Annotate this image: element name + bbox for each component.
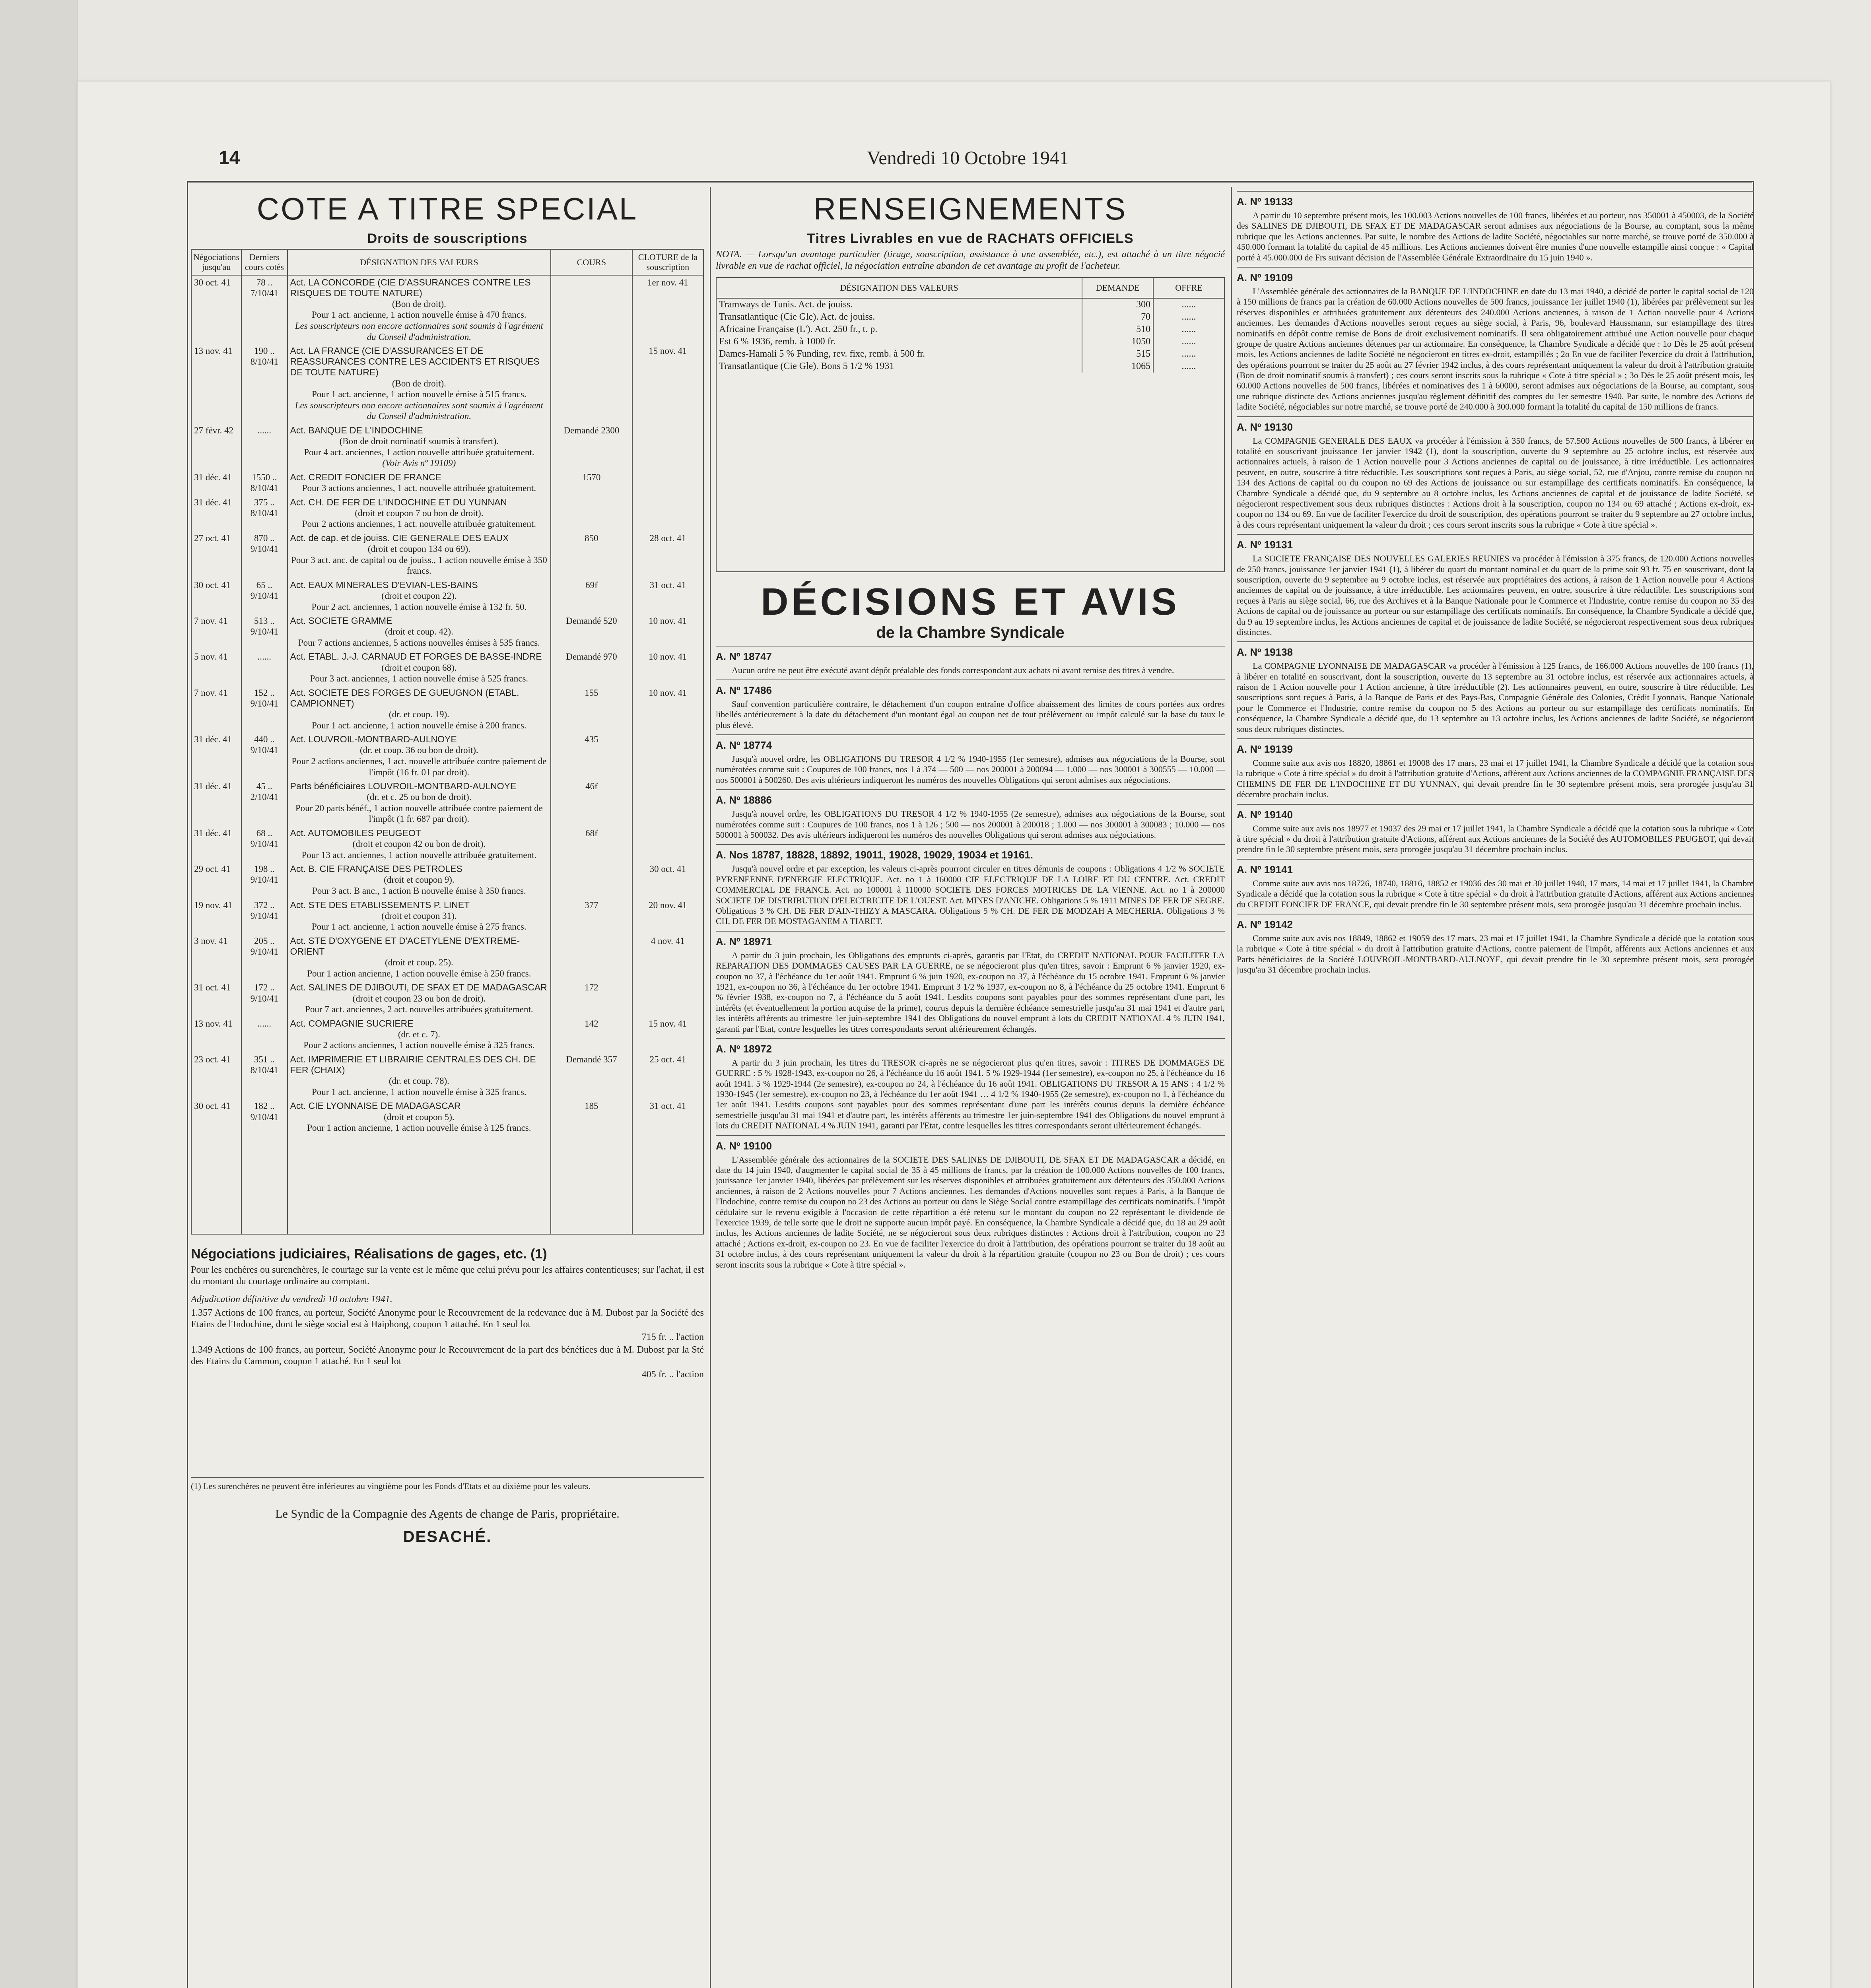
cote-row [191, 423, 703, 470]
cote-valeur-detail: (droit et coupon 42 ou bon de droit). Pour 13 act. anciennes, 1 action nouvelle attribuée gratuitement. [301, 839, 537, 860]
cote-designation [288, 898, 551, 934]
cote-last-price: 68 .. 9/10/41 [241, 826, 287, 862]
avis-block [1237, 804, 1754, 855]
cote-last-price: 182 .. 9/10/41 [241, 1099, 287, 1135]
cote-cloture: 1er nov. 41 [632, 275, 703, 344]
cote-cours [551, 344, 632, 423]
rachat-offre: ...... [1153, 336, 1224, 348]
rachat-offre: ...... [1153, 348, 1224, 360]
cote-cours: 850 [551, 531, 632, 578]
cote-valeur-name: Act. SOCIETE DES FORGES DE GUEUGNON (ETABL. CAMPIONNET) [290, 687, 519, 709]
decisions-subtitle: de la Chambre Syndicale [876, 623, 1065, 641]
cote-neg-date: 31 déc. 41 [191, 495, 241, 531]
avis-number: A. Nos 18787, 18828, 18892, 19011, 19028, 19029, 19034 et 19161. [716, 849, 1034, 861]
cote-last-price: 513 .. 9/10/41 [241, 614, 287, 650]
avis-number: A. Nº 18971 [716, 935, 772, 947]
avis-text: A partir du 3 juin prochain, les Obligations des emprunts ci-après, garantis par l'Etat, du CREDIT NATIONAL POUR FACILITER LA REPARATION DES DOMMAGES CAUSES PAR LA GUERRE, ne se négocieront plus qu'en titres, savoir : Emprunt 6 % janvier 1920, ex-coupon no 37, à l'échéance du 1er août 1941. Emprunt 6 % juin 1920, ex-coupon no 37, à l'échéance du 15 octobre 1941. Emprunt 6 % janvier 1921, ex-coupon no 36, à l'échéance du 1er octobre 1941. Emprunt 3 1/2 % 1937, ex-coupon no 8, à l'échéance du 25 octobre 1941. Emprunt 6 % février 1938, ex-coupon no 7, à l'échéance du 5 août 1941. Lesdits coupons sont payables pour des sommes représentant d'une part, les intérêts (et éventuellement la portion acquise de la prime), courus depuis la dernière échéance semestrielle jusqu'au 31 mai 1941 et d'autre part, les intérêts afférents au trimestre 1er juin-septembre 1941 des Obligations du nouvel emprunt à lots du CREDIT NATIONAL 4 % JUIN 1941, garanti par l'Etat, contre lesquelles les titres correspondants seront ultérieurement échangés. [716, 950, 1225, 1034]
cote-cloture [632, 470, 703, 495]
col-cloture: CLOTURE de la souscription [632, 249, 703, 275]
column-divider-1 [710, 187, 711, 1988]
avis-text: Comme suite aux avis nos 18726, 18740, 18816, 18852 et 19036 des 30 mai et 30 juillet 1940, 17 mars, 14 mai et 17 juillet 1941, la Chambre Syndicale a décidé que la cotation sous la rubrique « Cote à titre spécial » du droit à l'attribution gratuite d'Actions, afférent aux Actions anciennes du CREDIT FONCIER DE FRANCE, qui devait prendre fin le 30 septembre présent mois, sera prorogée jusqu'au 31 décembre prochain inclus. [1237, 878, 1754, 909]
cote-valeur-note: (Voir Avis nº 19109) [382, 458, 456, 468]
rachat-row [716, 336, 1224, 348]
adjudication-item-1: 1.357 Actions de 100 francs, au porteur, Société Anonyme pour le Recouvrement de la redevance due à M. Dubost par la Société des Etains de l'Indochine, dont le siège social est à Haiphong, coupon 1 attaché. En 1 seul lot [191, 1307, 704, 1330]
cote-cours: Demandé 2300 [551, 423, 632, 470]
cote-valeur-detail: (Bon de droit). Pour 1 act. ancienne, 1 action nouvelle émise à 515 francs. [312, 378, 527, 400]
col-ren-demande: DEMANDE [1082, 278, 1153, 298]
rachat-row [716, 348, 1224, 360]
cote-designation [288, 732, 551, 779]
cote-row [191, 1099, 703, 1135]
rachat-demande: 70 [1082, 311, 1153, 323]
cote-last-price: 375 .. 8/10/41 [241, 495, 287, 531]
cote-cloture: 10 nov. 41 [632, 650, 703, 685]
cote-neg-date: 23 oct. 41 [191, 1052, 241, 1099]
cote-valeur-detail: (droit et coupon 5). Pour 1 action ancienne, 1 action nouvelle émise à 125 francs. [307, 1112, 531, 1133]
cote-neg-date: 31 déc. 41 [191, 826, 241, 862]
cote-valeur-detail: (Bon de droit). Pour 1 act. ancienne, 1 action nouvelle émise à 470 francs. [312, 299, 527, 320]
avis-text: A partir du 3 juin prochain, les titres du TRESOR ci-après ne se négocieront plus qu'en titres, savoir : TITRES DE DOMMAGES DE GUERRE : 5 % 1928-1943, ex-coupon no 26, à l'échéance du 16 août 1941. 5 % 1929-1944 (1er semestre), ex-coupon no 25, à l'échéance du 16 août 1941. 5 % 1929-1944 (2e semestre), ex-coupon no 24, à l'échéance du 16 août 1941. OBLIGATIONS DU TRESOR A 15 ANS : 4 1/2 % 1930-1945 (1er semestre), ex-coupon no 23, à l'échéance du 1er août 1941 … 4 1/2 % 1940-1955 (2e semestre), ex-coupon no 1, à l'échéance du 1er août 1941. Lesdits coupons sont payables pour des sommes représentant d'une part les intérêts courus depuis la dernière échéance semestrielle jusqu'au 31 mai 1941 et d'autre part, les intérêts afférents au trimestre 1er juin-septembre 1941 des Obligations du nouvel emprunt à lots du CREDIT NATIONAL 4 % JUIN 1941, garanti par l'Etat, contre lesquelles les titres correspondants seront ultérieurement échangés. [716, 1057, 1225, 1131]
cote-valeur-detail: (droit et coup. 25). Pour 1 action ancienne, 1 action nouvelle émise à 250 francs. [307, 957, 531, 978]
rachat-row [716, 360, 1224, 373]
cote-designation [288, 495, 551, 531]
avis-number: A. Nº 19142 [1237, 918, 1293, 930]
cote-cloture [632, 732, 703, 779]
avis-list [1237, 191, 1754, 975]
avis-text: L'Assemblée générale des actionnaires de la BANQUE DE L'INDOCHINE en date du 13 mai 1940, a décidé de porter le capital social de 120 à 150 millions de francs par la création de 60.000 Actions nouvelles de 500 francs, jouissance 1er juillet 1940 (1), libérées par prélèvement sur les réserves disponibles et attribuées gratuitement aux détenteurs des 240.000 Actions anciennes, à raison de 1 Action nouvelle pour 4 Actions anciennes. Les demandes d'Actions nouvelles seront reçues au siège social, à Paris, 96, boulevard Haussmann, sur estampillage des titres nominatifs en dépôt contre remise de Bons de droit exclusivement nominatifs. Il sera obligatoirement attribué une Action nouvelle pour chaque groupe de quatre Actions anciennes détenues par un actionnaire. En conséquence, la Chambre Syndicale a décidé que : 1o Dès le 25 août présent mois, les Actions anciennes de ladite Société ne négocieront en titres ex-droit, estampillés ; 2o En vue de faciliter l'exercice du droit à l'attribution, des opérations pourront se traiter du 25 août au 27 février 1942 inclus, à des cours représentant uniquement la valeur du droit à l'attribution gratuite (Bon de droit nominatif soumis à transfert) ; ces cours seront inscrits sous la rubrique « Cote à titre spécial » ; 3o Dès le 25 août présent mois, les 60.000 Actions nouvelles de 500 francs, libérées et nominatives des 1 à 60000, seront admises aux négociations de la Bourse, au comptant, sous une rubrique distincte des Actions anciennes jusqu'au règlement définitif des comptes du 1er semestre 1940. Par suite, le nombre des Actions de ladite Société, négociables sur notre marché, se trouve porté de 240.000 à 300.000 formant la totalité du capital de 150 millions de francs. [1237, 286, 1754, 412]
adjudication-item-2: 1.349 Actions de 100 francs, au porteur, Société Anonyme pour le Recouvrement de la part des bénéfices due à M. Dubost par la Sté des Etains du Cammon, coupon 1 attaché. En 1 seul lot [191, 1345, 704, 1367]
cote-cours: 185 [551, 1099, 632, 1135]
cote-neg-date: 27 févr. 42 [191, 423, 241, 470]
cote-row [191, 344, 703, 423]
avis-block [716, 1038, 1225, 1131]
footnote: (1) Les surenchères ne peuvent être inférieures au vingtième pour les Fonds d'Etats et au dixième pour les valeurs. [191, 1477, 704, 1492]
cote-cloture: 30 oct. 41 [632, 862, 703, 898]
avis-text: Jusqu'à nouvel ordre, les OBLIGATIONS DU TRESOR 4 1/2 % 1940-1955 (1er semestre), admises aux négociations de la Bourse, sont numérotées comme suit : Coupures de 100 francs, nos 1 à 374 — 500 — nos 200001 à 200094 — 1.000 — nos 300001 à 300555 — 10.000 — nos 500001 à 500260. Des avis ultérieurs indiqueront les numéros des nouvelles Obligations qui seront admises aux négociations. [716, 754, 1225, 785]
cote-cours [551, 275, 632, 344]
rachats-table [716, 277, 1225, 373]
cote-table-end [191, 1135, 703, 1234]
cote-neg-date: 7 nov. 41 [191, 614, 241, 650]
cote-cours: 68f [551, 826, 632, 862]
cote-valeur-detail: (droit et coupon 134 ou 69). Pour 3 act. anc. de capital ou de jouiss., 1 action nouvelle émise à 350 francs. [291, 544, 547, 576]
cote-valeur-name: Act. STE DES ETABLISSEMENTS P. LINET [290, 899, 470, 910]
cote-designation [288, 275, 551, 344]
cote-row [191, 1052, 703, 1099]
cote-cloture: 10 nov. 41 [632, 686, 703, 732]
cote-subtitle: Droits de souscriptions [367, 231, 528, 246]
cote-valeur-name: Act. BANQUE DE L'INDOCHINE [290, 425, 423, 435]
avis-number: A. Nº 19133 [1237, 196, 1293, 208]
rachat-designation: Dames-Hamali 5 % Funding, rev. fixe, remb. à 500 fr. [716, 348, 1082, 360]
cote-last-price: 78 .. 7/10/41 [241, 275, 287, 344]
avis-block [1237, 914, 1754, 975]
cote-neg-date: 29 oct. 41 [191, 862, 241, 898]
avis-text: La COMPAGNIE LYONNAISE DE MADAGASCAR va procéder à l'émission à 125 francs, de 166.000 Actions nouvelles de 100 francs (1), à libérer en totalité en souscrivant, dont la souscription, ouverte du 13 septembre au 31 octobre inclus, est réservée aux actionnaires actuels, à raison de 1 Action nouvelle pour 1 Action ancienne, à titre irréductible (2). Les actionnaires peuvent, en outre, souscrire à titre réductible. Les souscriptions sont reçues à Paris, à la Banque de Paris et des Pays-Bas, Compagnie Générale des Colonies, Crédit Lyonnais, Banque Nationale pour le Commerce et l'Industrie, contre remise du coupon no 5 des Actions au porteur ou sur estampillage des certificats nominatifs. En conséquence, la Chambre Syndicale a décidé que, du 13 septembre au 13 octobre inclus, les Actions anciennes de ladite Société, se négocieront sous deux rubriques distinctes. [1237, 661, 1754, 734]
cote-cloture: 20 nov. 41 [632, 898, 703, 934]
cote-cours: 155 [551, 686, 632, 732]
cote-designation [288, 614, 551, 650]
adjudication-date: Adjudication définitive du vendredi 10 octobre 1941. [191, 1294, 392, 1305]
avis-text: La SOCIETE FRANÇAISE DES NOUVELLES GALERIES REUNIES va procéder à l'émission à 375 francs, de 120.000 Actions nouvelles de 250 francs, jouissance 1er janvier 1941 (1), à libérer du quart du montant nominal et du quart de la prime soit 93 fr. 75 en souscrivant, dont la souscription, ouverte du 9 septembre au 9 octobre inclus, est réservée aux propriétaires des actions, à raison de 1 Action nouvelle pour 4 Actions anciennes de capital ou de jouissance, à titre irréductible. Les actionnaires peuvent, en outre, souscrire à titre réductible. Les souscriptions sont reçues à Paris au siège social, 66, rue des Archives et à la Banque Nationale pour le Commerce et l'Industrie, contre remise du coupon no 35 des Actions de capital ou de jouissance au porteur ou sur estampillage des certificats nominatifs. En conséquence, la Chambre Syndicale a décidé que, du 9 au 19 septembre inclus, les Actions anciennes de capital et de jouissance de ladite Société, se négocieront respectivement sous deux rubriques distinctes. [1237, 553, 1754, 637]
cote-neg-date: 3 nov. 41 [191, 934, 241, 980]
cote-row [191, 614, 703, 650]
cote-neg-date: 13 nov. 41 [191, 344, 241, 423]
avis-number: A. Nº 19140 [1237, 808, 1293, 821]
rachat-designation: Tramways de Tunis. Act. de jouiss. [716, 298, 1082, 311]
cote-neg-date: 31 déc. 41 [191, 779, 241, 826]
avis-number: A. Nº 19109 [1237, 271, 1293, 283]
rachat-designation: Transatlantique (Cie Gle). Bons 5 1/2 % 1931 [716, 360, 1082, 373]
cote-designation [288, 578, 551, 614]
cote-header-row [191, 249, 703, 275]
avis-text: Sauf convention particulière contraire, le détachement d'un coupon entraîne d'office abaissement des limites de cours portées aux ordres libellés antérieurement à la date du détachement d'un montant égal au coupon net de tout prélèvement ou impôt calculé sur la base du taux le plus élevé. [716, 699, 1225, 730]
cote-valeur-note: Les souscripteurs non encore actionnaires sont soumis à l'agrément du Conseil d'administration. [295, 321, 543, 342]
avis-number: A. Nº 19141 [1237, 863, 1293, 876]
rachat-offre: ...... [1153, 323, 1224, 336]
avis-text: Jusqu'à nouvel ordre, les OBLIGATIONS DU TRESOR 4 1/2 % 1940-1955 (2e semestre), admises aux négociations de la Bourse, sont numérotées comme suit : Coupures de 100 francs, nos 1 à 126 ; 500 — nos 200001 à 200018 ; 1.000 — nos 300001 à 300083 ; 10.000 — nos 500001 à 500032. Des avis ultérieurs indiqueront les numéros des nouvelles Obligations qui seront admises aux négociations. [716, 809, 1225, 840]
cote-designation [288, 779, 551, 826]
cote-last-price: ...... [241, 423, 287, 470]
avis-block [1237, 859, 1754, 910]
cote-row [191, 732, 703, 779]
avis-number: A. Nº 19100 [716, 1140, 772, 1152]
col-negociations: Négociations jusqu'au [191, 249, 241, 275]
avis-text: Aucun ordre ne peut être exécuté avant dépôt préalable des fonds correspondant aux achats ni avant remise des titres à vendre. [732, 665, 1174, 675]
cote-last-price: 1550 .. 8/10/41 [241, 470, 287, 495]
cote-valeur-name: Act. AUTOMOBILES PEUGEOT [290, 828, 421, 838]
cote-valeur-detail: (Bon de droit nominatif soumis à transfert). Pour 4 act. anciennes, 1 action nouvelle attribuée gratuitement. [304, 436, 534, 457]
avis-block [1237, 191, 1754, 263]
cote-row [191, 826, 703, 862]
cote-valeur-detail: (droit et coupon 9). Pour 3 act. B anc., 1 action B nouvelle émise à 350 francs. [312, 875, 526, 896]
cote-valeur-detail: (dr. et c. 25 ou bon de droit). Pour 20 parts bénéf., 1 action nouvelle attribuée contre paiement de l'impôt (1 fr. 687 par droit). [295, 792, 543, 824]
cote-valeur-name: Act. LA CONCORDE (CIE D'ASSURANCES CONTRE LES RISQUES DE TOUTE NATURE) [290, 277, 531, 298]
avis-block [716, 679, 1225, 730]
avis-number: A. Nº 19138 [1237, 646, 1293, 658]
cote-designation [288, 934, 551, 980]
avis-block [716, 844, 1225, 926]
cote-valeur-detail: (droit et coup. 42). Pour 7 actions anciennes, 5 actions nouvelles émises à 535 francs. [298, 627, 540, 648]
cote-valeur-name: Act. CH. DE FER DE L'INDOCHINE ET DU YUNNAN [290, 497, 507, 507]
cote-designation [288, 862, 551, 898]
cote-valeur-name: Act. B. CIE FRANÇAISE DES PETROLES [290, 864, 462, 874]
decisions-list [716, 646, 1225, 1270]
cote-valeur-detail: (dr. et coup. 78). Pour 1 act. ancienne, 1 action nouvelle émise à 325 francs. [312, 1076, 527, 1097]
cote-cloture [632, 495, 703, 531]
cote-row [191, 1017, 703, 1052]
cote-designation [288, 531, 551, 578]
avis-block [716, 789, 1225, 840]
cote-neg-date: 5 nov. 41 [191, 650, 241, 685]
adjudication-price-2-row [191, 1369, 704, 1380]
cote-cours: 1570 [551, 470, 632, 495]
cote-valeur-detail: (dr. et coup. 36 ou bon de droit). Pour 2 actions anciennes, 1 act. nouvelle attribuée contre paiement de l'impôt (16 fr. 01 par droit). [291, 745, 547, 777]
avis-number: A. Nº 19130 [1237, 421, 1293, 433]
cote-designation [288, 826, 551, 862]
avis-block [716, 646, 1225, 676]
column-renseignements [716, 187, 1225, 1988]
cote-valeur-name: Act. CIE LYONNAISE DE MADAGASCAR [290, 1101, 461, 1111]
cote-valeur-detail: (droit et coupon 31). Pour 1 act. ancienne, 1 action nouvelle émise à 275 francs. [312, 911, 527, 932]
avis-text: A partir du 10 septembre présent mois, les 100.003 Actions nouvelles de 100 francs, libérées et au porteur, nos 350001 à 450003, de la Société des SALINES DE DJIBOUTI, DE SFAX ET DE MADAGASCAR seront admises aux négociations de la Bourse, au comptant, sous la même rubrique que les Actions anciennes. Par suite, le nombre des Actions de ladite Société, négociables sur notre marché, se trouve porté de 350.000 à 450.000 formant la totalité du capital de 45 millions. Les Actions anciennes doivent être munies d'une nouvelle estampille ainsi conçue : « Capital porté à 45.000.000 de Frs suivant décision de l'Assemblée Générale Extraordinaire du 15 juin 1940 ». [1237, 210, 1754, 262]
cote-cours: 142 [551, 1017, 632, 1052]
column-avis [1237, 187, 1754, 1988]
cote-last-price: 45 .. 2/10/41 [241, 779, 287, 826]
cote-title: COTE A TITRE SPECIAL [256, 191, 638, 226]
renseignements-nota: NOTA. — Lorsqu'un avantage particulier (tirage, souscription, assistance à une assemblée, etc.), est attaché à un titre négocié livrable en vue de rachat officiel, la négociation entraîne abandon de cet avantage au profit de l'acheteur. [716, 249, 1225, 272]
avis-text: Comme suite aux avis nos 18820, 18861 et 19008 des 17 mars, 23 mai et 17 juillet 1941, la Chambre Syndicale a décidé que la cotation sous la rubrique « Cote à titre spécial » du droit à l'attribution gratuite d'Actions, afférent aux Actions anciennes de la COMPAGNIE FRANÇAISE DES CHEMINS DE FER DE L'INDOCHINE ET DU YUNNAN, qui devait prendre fin le 30 septembre présent mois, sera prorogée jusqu'au 31 décembre prochain inclus. [1237, 758, 1754, 800]
cote-valeur-note: Les souscripteurs non encore actionnaires sont soumis à l'agrément du Conseil d'administration. [295, 400, 543, 421]
col-derniers-cours: Derniers cours cotés [241, 249, 287, 275]
cote-valeur-name: Act. LA FRANCE (CIE D'ASSURANCES ET DE REASSURANCES CONTRE LES ACCIDENTS ET RISQUES DE TOUTE NATURE) [290, 346, 540, 378]
cote-row [191, 470, 703, 495]
rachat-row [716, 323, 1224, 336]
avis-text: Comme suite aux avis nos 18849, 18862 et 19059 des 17 mars, 23 mai et 17 juillet 1941, la Chambre Syndicale a décidé que la cotation sous la rubrique « Cote à titre spécial » du droit à l'attribution gratuite d'Actions, contre paiement de l'impôt, afférents aux Actions anciennes et aux Parts bénéficiaires de la Société LOUVROIL-MONTBARD-AULNOYE, qui devait prendre fin le 30 septembre présent mois, sera prorogée jusqu'au 31 décembre prochain inclus. [1237, 933, 1754, 975]
avis-text: La COMPAGNIE GENERALE DES EAUX va procéder à l'émission à 350 francs, de 57.500 Actions nouvelles de 500 francs, à libérer en totalité en souscrivant jouissance 1er janvier 1942 (1), dont la souscription, ouverte du 9 septembre au 25 octobre inclus, est réservée aux actionnaires actuels, à raison de 1 Action nouvelle pour 3 Actions anciennes de capital ou de jouissance, à titre irréductible. Les actionnaires peuvent, en outre, souscrire à titre réductible. Les souscriptions sont reçues à Paris, au siège social, 52, rue d'Anjou, contre remise du coupon no 134 des Actions de capital ou du coupon no 69 des Actions de jouissance ou sur estampillage des certificats nominatifs. En conséquence, la Chambre Syndicale a décidé que, du 9 septembre au 8 octobre inclus, les Actions anciennes de capital et de jouissance de ladite Société, se négocieront respectivement sous deux rubriques distinctes : Actions droit à la souscription, coupon no 134 ou 69 attaché ; Actions ex-droit, ex-coupon no 134 ou 69. En vue de faciliter l'exercice du droit de souscription, des opérations pourront se traiter du 9 septembre au 27 octobre inclus, à des cours représentant uniquement la valeur du droit ; ces cours seront inscrits sous la rubrique « Cote à titre spécial ». [1237, 435, 1754, 530]
cote-valeur-name: Parts bénéficiaires LOUVROIL-MONTBARD-AULNOYE [290, 781, 517, 792]
avis-block [716, 734, 1225, 785]
cote-valeur-name: Act. LOUVROIL-MONTBARD-AULNOYE [290, 734, 457, 745]
rachat-row [716, 311, 1224, 323]
cote-valeur-detail: (droit et coupon 68). Pour 3 act. anciennes, 1 action nouvelle émise à 525 francs. [310, 662, 528, 684]
column-cote [191, 187, 704, 1988]
renseignements-subtitle: Titres Livrables en vue de RACHATS OFFICIELS [807, 231, 1134, 246]
cote-row [191, 495, 703, 531]
avis-number: A. Nº 18972 [716, 1043, 772, 1055]
avis-block [1237, 267, 1754, 412]
cote-neg-date: 19 nov. 41 [191, 898, 241, 934]
cote-neg-date: 13 nov. 41 [191, 1017, 241, 1052]
cote-cours: Demandé 970 [551, 650, 632, 685]
cote-cloture: 4 nov. 41 [632, 934, 703, 980]
cote-neg-date: 31 déc. 41 [191, 732, 241, 779]
cote-valeur-name: Act. SOCIETE GRAMME [290, 615, 392, 626]
cote-cloture: 10 nov. 41 [632, 614, 703, 650]
avis-number: A. Nº 18886 [716, 794, 772, 806]
cote-valeur-name: Act. IMPRIMERIE ET LIBRAIRIE CENTRALES DES CH. DE FER (CHAIX) [290, 1054, 536, 1076]
rachats-table-body [716, 298, 1224, 373]
cote-row [191, 578, 703, 614]
negociations-intro: Pour les enchères ou surenchères, le courtage sur la vente est le même que celui prévu pour les affaires contentieuses; sur l'achat, il est du montant du courtage ordinaire au comptant. [191, 1264, 704, 1287]
cote-cloture [632, 826, 703, 862]
cote-last-price: 190 .. 8/10/41 [241, 344, 287, 423]
rachat-designation: Africaine Française (L'). Act. 250 fr., t. p. [716, 323, 1082, 336]
cote-last-price: ...... [241, 650, 287, 685]
cote-valeur-name: Act. CREDIT FONCIER DE FRANCE [290, 472, 441, 482]
cote-row [191, 650, 703, 685]
cote-cours [551, 495, 632, 531]
cote-last-price: 198 .. 9/10/41 [241, 862, 287, 898]
cote-row [191, 275, 703, 344]
cote-designation [288, 650, 551, 685]
cote-last-price: ...... [241, 1017, 287, 1052]
rachats-header-row [716, 278, 1224, 298]
page-number: 14 [219, 148, 240, 169]
cote-valeur-detail: Pour 3 actions anciennes, 1 act. nouvelle attribuée gratuitement. [302, 483, 536, 493]
cote-cours [551, 934, 632, 980]
cote-row [191, 779, 703, 826]
col-cours: COURS [551, 249, 632, 275]
col-ren-designation: DÉSIGNATION DES VALEURS [716, 278, 1082, 298]
cote-valeur-detail: (droit et coupon 23 ou bon de droit). Pour 7 act. anciennes, 2 act. nouvelles attribuées gratuitement. [305, 993, 533, 1015]
avis-number: A. Nº 19139 [1237, 743, 1293, 755]
cote-designation [288, 1052, 551, 1099]
cote-table-body [191, 275, 703, 1234]
cote-neg-date: 30 oct. 41 [191, 275, 241, 344]
cote-valeur-detail: (dr. et c. 7). Pour 2 actions anciennes, 1 action nouvelle émise à 325 francs. [303, 1029, 535, 1050]
col-ren-offre: OFFRE [1153, 278, 1224, 298]
avis-text: Jusqu'à nouvel ordre et par exception, les valeurs ci-après pourront circuler en titres démunis de coupons : Obligations 4 1/2 % SOCIETE PYRENEENNE D'ENERGIE ELECTRIQUE. Act. no 1 à 160000 CIE ELECTRIQUE DE LA LOIRE ET DU CENTRE. Act. CREDIT COMMERCIAL DE FRANCE. Act. no 100001 à 110000 SOCIETE DES FORCES MOTRICES DE LA VIENNE. Act. no 1 à 200000 SOCIETE DE DISTRIBUTION D'ELECTRICITE DE L'OUEST. Act. MINES D'ANICHE. Obligations 5 % 1911 MINES DE FER DE SEGRE. Obligations 3 % CH. DE FER D'AIN-THIZY A MASCARA. Obligations 5 % CH. DE FER DE MODZAH A MECHERIA. Obligations 3 % CH. DE FER DE MOSTAGANEM A TIARET. [716, 864, 1225, 926]
adjudication-price-2: 405 fr. .. l'action [641, 1369, 704, 1380]
cote-row [191, 686, 703, 732]
renseignements-title: RENSEIGNEMENTS [813, 191, 1127, 226]
cote-designation [288, 1099, 551, 1135]
cote-row [191, 862, 703, 898]
cote-neg-date: 7 nov. 41 [191, 686, 241, 732]
avis-text: Comme suite aux avis nos 18977 et 19037 des 29 mai et 17 juillet 1941, la Chambre Syndicale a décidé que la cotation sous la rubrique « Cote à titre spécial » du droit à l'attribution gratuite d'Actions, afférent aux Actions anciennes de la Société des AUTOMOBILES PEUGEOT, qui devait prendre fin le 30 septembre présent mois, sera prorogée jusqu'au 31 décembre prochain inclus. [1237, 823, 1754, 854]
column-divider-2 [1231, 187, 1232, 1988]
avis-block [716, 1135, 1225, 1270]
cote-cloture: 31 oct. 41 [632, 578, 703, 614]
cote-cours [551, 862, 632, 898]
cote-last-price: 65 .. 9/10/41 [241, 578, 287, 614]
cote-cours: 172 [551, 980, 632, 1016]
cote-cloture: 25 oct. 41 [632, 1052, 703, 1099]
cote-neg-date: 31 déc. 41 [191, 470, 241, 495]
cote-cloture [632, 423, 703, 470]
rachats-table-filler [716, 373, 1225, 572]
cote-cloture: 28 oct. 41 [632, 531, 703, 578]
cote-neg-date: 30 oct. 41 [191, 578, 241, 614]
cote-cloture: 31 oct. 41 [632, 1099, 703, 1135]
rachat-designation: Est 6 % 1936, remb. à 1000 fr. [716, 336, 1082, 348]
negociations-title: Négociations judiciaires, Réalisations de gages, etc. (1) [191, 1246, 547, 1262]
rachat-designation: Transatlantique (Cie Gle). Act. de jouiss. [716, 311, 1082, 323]
avis-number: A. Nº 19131 [1237, 539, 1293, 551]
rachat-offre: ...... [1153, 311, 1224, 323]
cote-valeur-name: Act. SALINES DE DJIBOUTI, DE SFAX ET DE MADAGASCAR [290, 982, 547, 993]
cote-cloture [632, 980, 703, 1016]
cote-last-price: 870 .. 9/10/41 [241, 531, 287, 578]
cote-neg-date: 27 oct. 41 [191, 531, 241, 578]
avis-block [716, 931, 1225, 1034]
avis-number: A. Nº 18774 [716, 739, 772, 751]
cote-row [191, 934, 703, 980]
adjudication-price-1-row [191, 1332, 704, 1343]
cote-cours: 46f [551, 779, 632, 826]
cote-designation [288, 423, 551, 470]
cote-cours: 377 [551, 898, 632, 934]
avis-block [1237, 534, 1754, 637]
cote-cloture: 15 nov. 41 [632, 344, 703, 423]
rachat-demande: 300 [1082, 298, 1153, 311]
cote-last-price: 351 .. 8/10/41 [241, 1052, 287, 1099]
rachat-offre: ...... [1153, 298, 1224, 311]
cote-row [191, 898, 703, 934]
cote-designation [288, 470, 551, 495]
avis-block [1237, 738, 1754, 800]
rachat-demande: 510 [1082, 323, 1153, 336]
cote-last-price: 152 .. 9/10/41 [241, 686, 287, 732]
cote-cours: 435 [551, 732, 632, 779]
cote-cloture: 15 nov. 41 [632, 1017, 703, 1052]
cote-row [191, 980, 703, 1016]
page-header [219, 147, 1770, 175]
cote-last-price: 440 .. 9/10/41 [241, 732, 287, 779]
rachat-offre: ...... [1153, 360, 1224, 373]
cote-cloture [632, 779, 703, 826]
cote-valeur-detail: (dr. et coup. 19). Pour 1 act. ancienne, 1 action nouvelle émise à 200 francs. [312, 709, 527, 730]
avis-block [1237, 641, 1754, 734]
avis-block [1237, 416, 1754, 530]
cote-designation [288, 686, 551, 732]
rachat-row [716, 298, 1224, 311]
cote-cours: Demandé 357 [551, 1052, 632, 1099]
rachat-demande: 1065 [1082, 360, 1153, 373]
cote-table [191, 249, 704, 1235]
avis-number: A. Nº 17486 [716, 684, 772, 696]
cote-valeur-detail: (droit et coupon 7 ou bon de droit). Pour 2 actions anciennes, 1 act. nouvelle attribuée gratuitement. [302, 508, 536, 529]
cote-neg-date: 30 oct. 41 [191, 1099, 241, 1135]
cote-valeur-name: Act. ETABL. J.-J. CARNAUD ET FORGES DE BASSE-INDRE [290, 651, 542, 662]
cote-designation [288, 1017, 551, 1052]
cote-valeur-name: Act. COMPAGNIE SUCRIERE [290, 1018, 414, 1029]
rachat-demande: 1050 [1082, 336, 1153, 348]
rachat-demande: 515 [1082, 348, 1153, 360]
adjudication-price-1: 715 fr. .. l'action [641, 1332, 704, 1343]
decisions-title: DÉCISIONS ET AVIS [761, 580, 1180, 623]
cote-last-price: 172 .. 9/10/41 [241, 980, 287, 1016]
cote-designation [288, 344, 551, 423]
cote-last-price: 372 .. 9/10/41 [241, 898, 287, 934]
cote-last-price: 205 .. 9/10/41 [241, 934, 287, 980]
col-designation: DÉSIGNATION DES VALEURS [288, 249, 551, 275]
avis-number: A. Nº 18747 [716, 650, 772, 662]
binding-margin [0, 0, 78, 1988]
cote-valeur-name: Act. EAUX MINERALES D'EVIAN-LES-BAINS [290, 579, 478, 590]
cote-valeur-name: Act. de cap. et de jouiss. CIE GENERALE DES EAUX [290, 532, 509, 543]
cote-cours: 69f [551, 578, 632, 614]
cote-cours: Demandé 520 [551, 614, 632, 650]
cote-designation [288, 980, 551, 1016]
cote-valeur-name: Act. STE D'OXYGENE ET D'ACETYLENE D'EXTREME-ORIENT [290, 935, 520, 957]
page-date: Vendredi 10 Octobre 1941 [867, 148, 1069, 169]
desache-signature: DESACHÉ. [403, 1528, 492, 1546]
avis-text: L'Assemblée générale des actionnaires de la SOCIETE DES SALINES DE DJIBOUTI, DE SFAX ET DE MADAGASCAR a décidé, en date du 14 juin 1940, d'augmenter le capital social de 35 à 45 millions de francs, par la création de 100.000 Actions nouvelles de 100 francs, jouissance 1er janvier 1940, libérées par prélèvement sur les réserves disponibles et attribuées gratuitement aux détenteurs des 350.000 Actions anciennes, à raison de 2 Actions nouvelles pour 7 Actions anciennes. Les demandes d'Actions nouvelles sont reçues à Paris, à la Banque de l'Indochine, contre remise du coupon no 23 des Actions au porteur ou dans le Siège Social contre estampillage des certificats nominatifs. L'impôt cédulaire sur le revenu exigible à l'occasion de cette répartition a été retenu sur le montant du coupon no 22 représentant le dividende de l'exercice 1939, de telle sorte que le droit ne supporte aucun impôt payé. En conséquence, la Chambre Syndicale a décidé que, du 18 au 29 août inclus, les Actions anciennes de ladite Société, ne se négocieront sous deux rubriques distinctes : Actions droit à l'attribution, coupon no 23 attaché ; Actions ex-droit, ex-coupon no 23. En vue de faciliter l'exercice du droit à l'attribution, des opérations pourront se traiter du 18 août au 31 octobre inclus, à des cours représentant uniquement la valeur du droit à la répartition gratuite (coupon no 23 ou Bon de droit) ; ces cours seront inscrits sous la rubrique « Cote à titre spécial ». [716, 1154, 1225, 1270]
syndic-signature: Le Syndic de la Compagnie des Agents de change de Paris, propriétaire. [275, 1507, 620, 1521]
cote-neg-date: 31 oct. 41 [191, 980, 241, 1016]
cote-valeur-detail: (droit et coupon 22). Pour 2 act. anciennes, 1 action nouvelle émise à 132 fr. 50. [311, 590, 527, 612]
cote-row [191, 531, 703, 578]
